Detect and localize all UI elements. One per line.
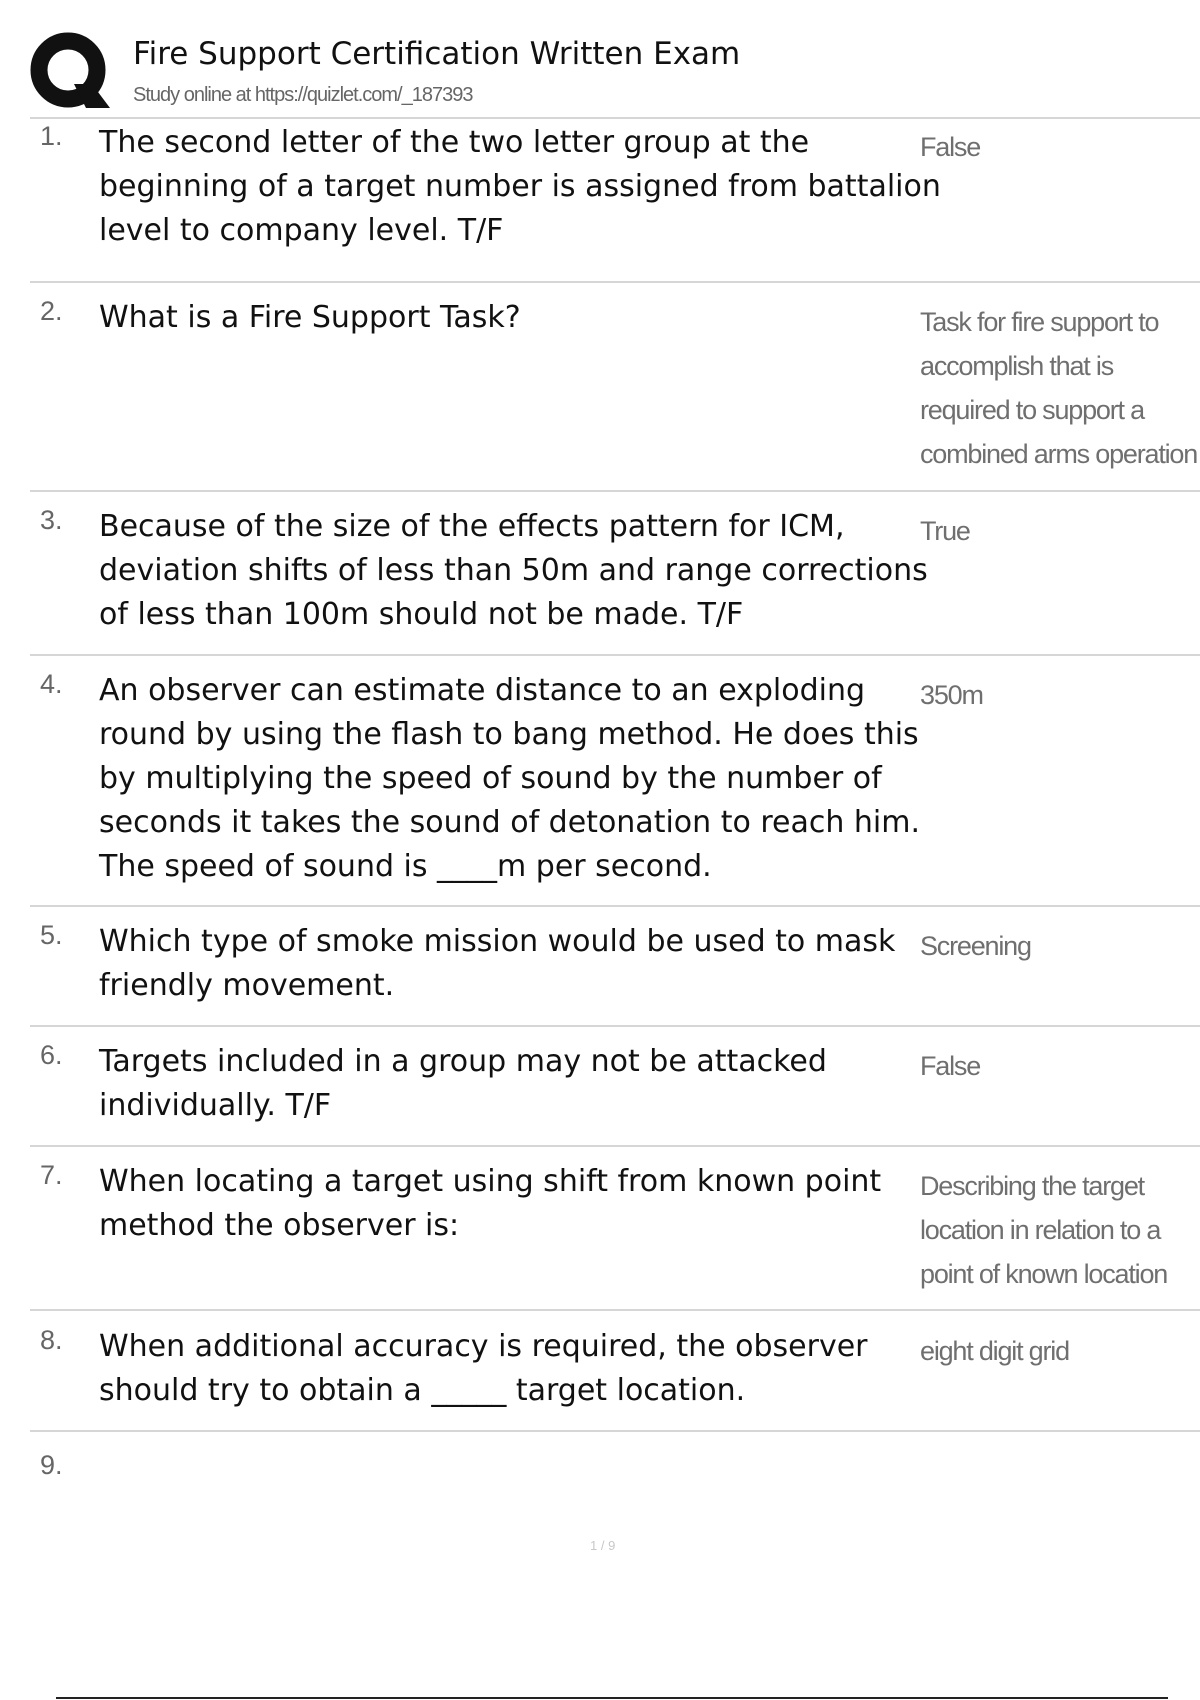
card-question: An observer can estimate distance to an exploding round by using the flash to bang method. He does this by multiplying the speed of sound by the number of seconds it takes the sound of detonation to reach him. The speed of sound is ____m per second.	[99, 673, 921, 884]
card-answer: eight digit grid	[920, 1336, 1069, 1366]
divider	[30, 281, 1200, 283]
card-number: 9.	[40, 1450, 63, 1480]
card-number: 5.	[40, 920, 63, 950]
divider	[30, 654, 1200, 656]
divider	[30, 117, 1200, 119]
card-answer: True	[920, 516, 970, 546]
card-question: When locating a target using shift from known point method the observer is:	[99, 1164, 882, 1243]
divider	[30, 905, 1200, 907]
quizlet-logo-icon	[30, 32, 110, 112]
card-number: 7.	[40, 1160, 63, 1190]
card-number: 1.	[40, 121, 63, 151]
card-answer: Screening	[920, 931, 1031, 961]
card-answer: Describing the target location in relation to a point of known location	[920, 1171, 1168, 1289]
divider	[30, 490, 1200, 492]
page-header	[30, 30, 1200, 116]
card-answer: False	[920, 132, 981, 162]
divider	[30, 1309, 1200, 1311]
divider	[30, 1145, 1200, 1147]
card-number: 4.	[40, 669, 63, 699]
card-question: Because of the size of the effects pattern for ICM, deviation shifts of less than 50m and range corrections of less than 100m should not be made. T/F	[99, 509, 928, 632]
card-answer: False	[920, 1051, 981, 1081]
card-question: What is a Fire Support Task?	[99, 300, 521, 335]
divider	[30, 1430, 1200, 1432]
page-title: Fire Support Certification Written Exam	[133, 36, 741, 72]
card-answer: 350m	[920, 680, 983, 710]
card-question: Which type of smoke mission would be used to mask friendly movement.	[99, 924, 896, 1003]
card-number: 3.	[40, 505, 63, 535]
card-question: When additional accuracy is required, the observer should try to obtain a _____ target location.	[99, 1329, 868, 1408]
card-number: 8.	[40, 1325, 63, 1355]
divider	[30, 1025, 1200, 1027]
card-number: 2.	[40, 296, 63, 326]
card-question: The second letter of the two letter group at the beginning of a target number is assigned from battalion level to company level. T/F	[99, 125, 941, 248]
card-question: Targets included in a group may not be attacked individually. T/F	[99, 1044, 827, 1123]
page-number: 1 / 9	[590, 1538, 616, 1553]
card-answer: Task for fire support to accomplish that is required to support a combined arms operation	[920, 307, 1198, 469]
study-online-link[interactable]: Study online at https://quizlet.com/_187393	[133, 84, 473, 106]
bottom-divider	[56, 1697, 1168, 1699]
card-number: 6.	[40, 1040, 63, 1070]
